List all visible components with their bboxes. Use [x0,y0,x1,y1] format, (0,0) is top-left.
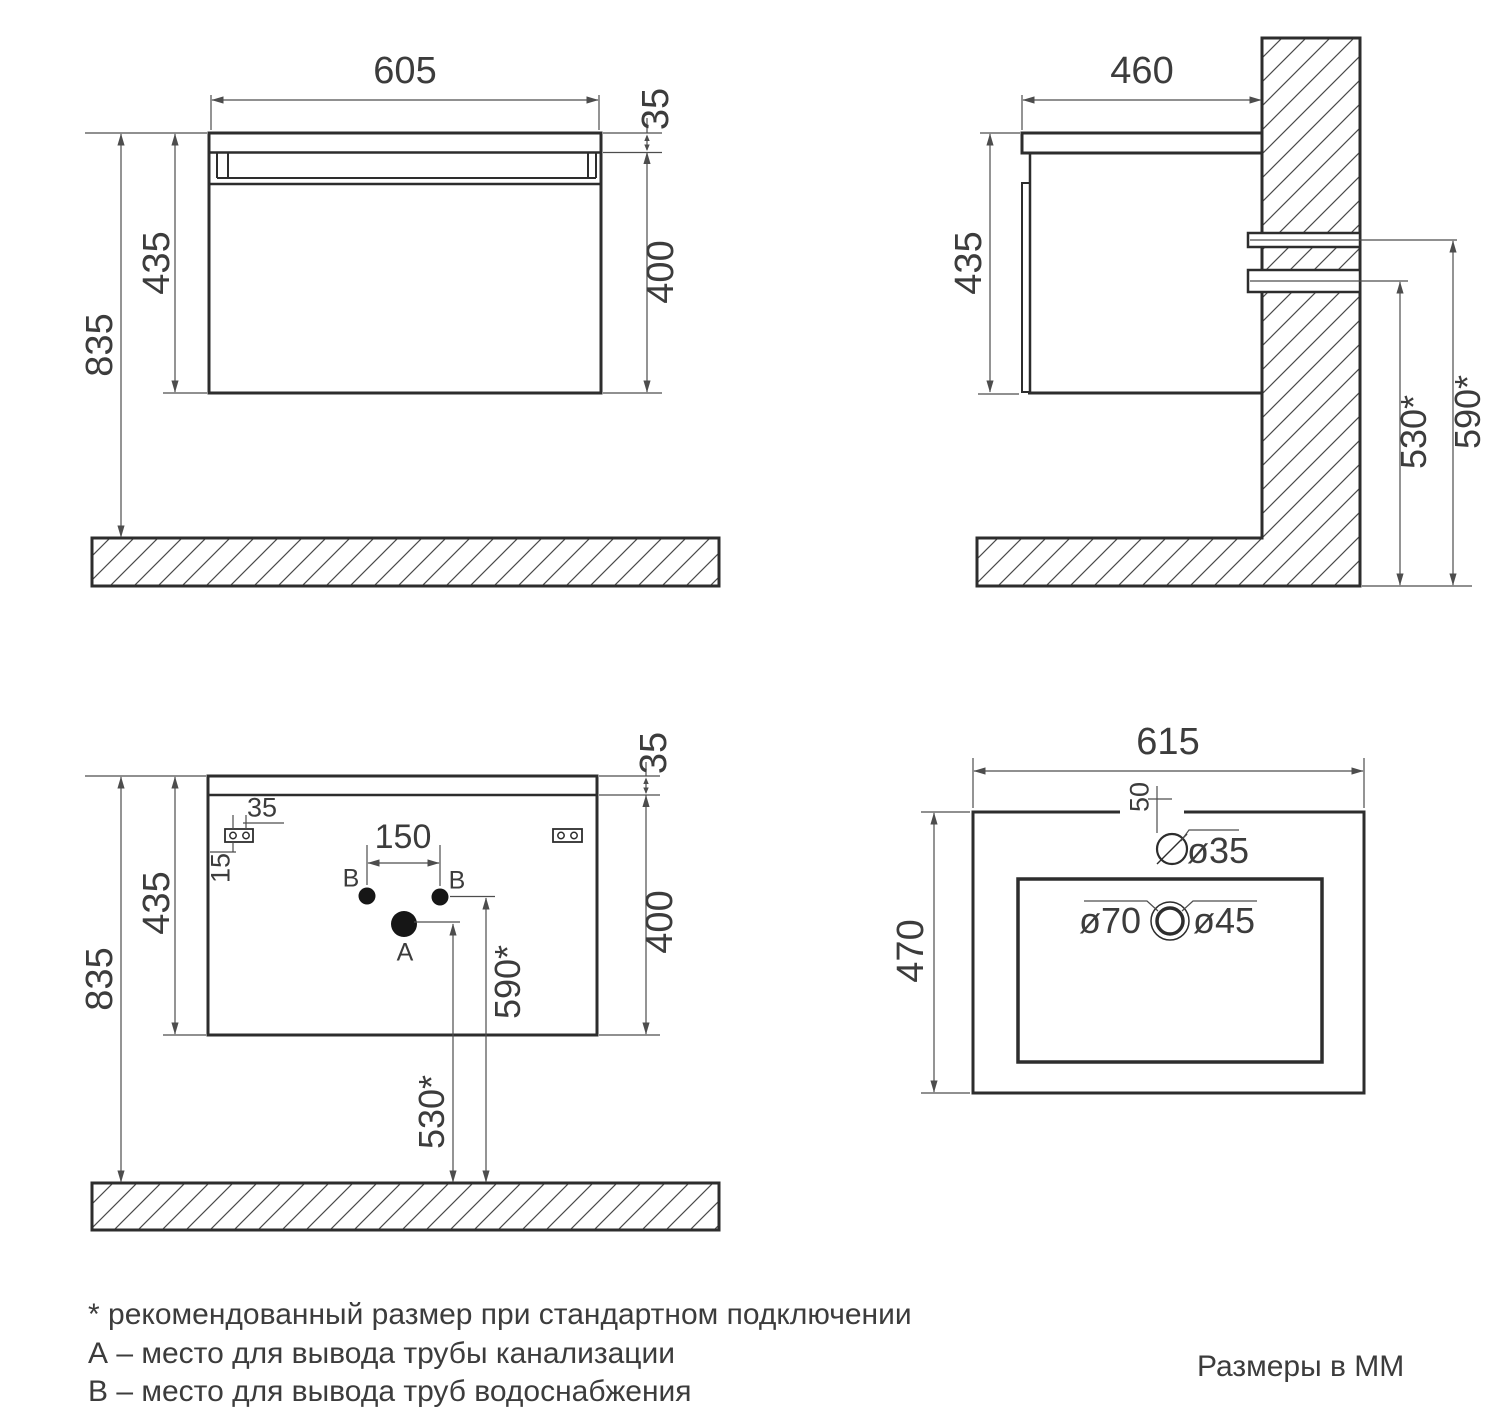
front-view-cabinet [209,133,601,393]
dim-rear-body: 400 [639,890,681,954]
dim-basin-width: 615 [1136,721,1200,763]
front-view-floor [92,538,719,586]
footnote-hole-a: А – место для вывода трубы канализации [88,1337,675,1370]
dim-rear-drain: 530* [411,1074,452,1150]
dim-basin-faucet-offset: 50 [1124,781,1155,813]
label-hole-b-right: В [448,866,466,895]
supply-hole-left [359,888,376,905]
dim-front-total-height: 835 [79,313,121,377]
dim-rear-hole-spacing: 150 [374,818,432,856]
dim-front-width: 605 [373,50,437,92]
dim-bracket-spacing: 35 [246,792,278,823]
dim-basin-overflow: ø70 [1078,900,1142,941]
footnote-hole-b: В – место для вывода труб водоснабжения [88,1375,692,1408]
dim-rear-total-height: 835 [79,947,121,1011]
drain-hole [391,911,417,937]
dim-side-supply: 590* [1447,374,1488,450]
label-hole-b-left: В [342,864,360,893]
dim-basin-faucet-hole: ø35 [1186,830,1250,871]
dim-rear-supply: 590* [487,944,528,1020]
dim-basin-depth: 470 [890,919,932,983]
supply-hole-right [432,889,449,906]
dim-rear-height: 435 [136,871,178,935]
label-hole-a: А [396,938,414,967]
front-view-dimensions [85,95,662,537]
rear-view-floor [92,1183,719,1230]
dim-side-drain: 530* [1393,394,1434,470]
side-view-cabinet [1022,133,1262,393]
footnote-asterisk: * рекомендованный размер при стандартном подключении [88,1298,912,1331]
rear-view-holes [359,888,449,938]
basin-drain-hole [1157,908,1183,934]
dim-basin-drain: ø45 [1192,900,1256,941]
dim-front-body: 400 [640,240,682,304]
dim-front-height: 435 [136,231,178,295]
side-view-dimensions [978,95,1472,586]
dim-front-top: 35 [635,87,677,131]
dim-side-depth: 460 [1110,50,1174,92]
dim-bracket-offset: 15 [205,852,236,884]
dim-rear-top: 35 [633,731,675,775]
rear-view-dimensions [85,762,660,1182]
side-view-wall-floor [977,38,1360,586]
basin-view [973,805,1364,1093]
dim-side-height: 435 [948,231,990,295]
units-note: Размеры в ММ [1197,1350,1405,1383]
